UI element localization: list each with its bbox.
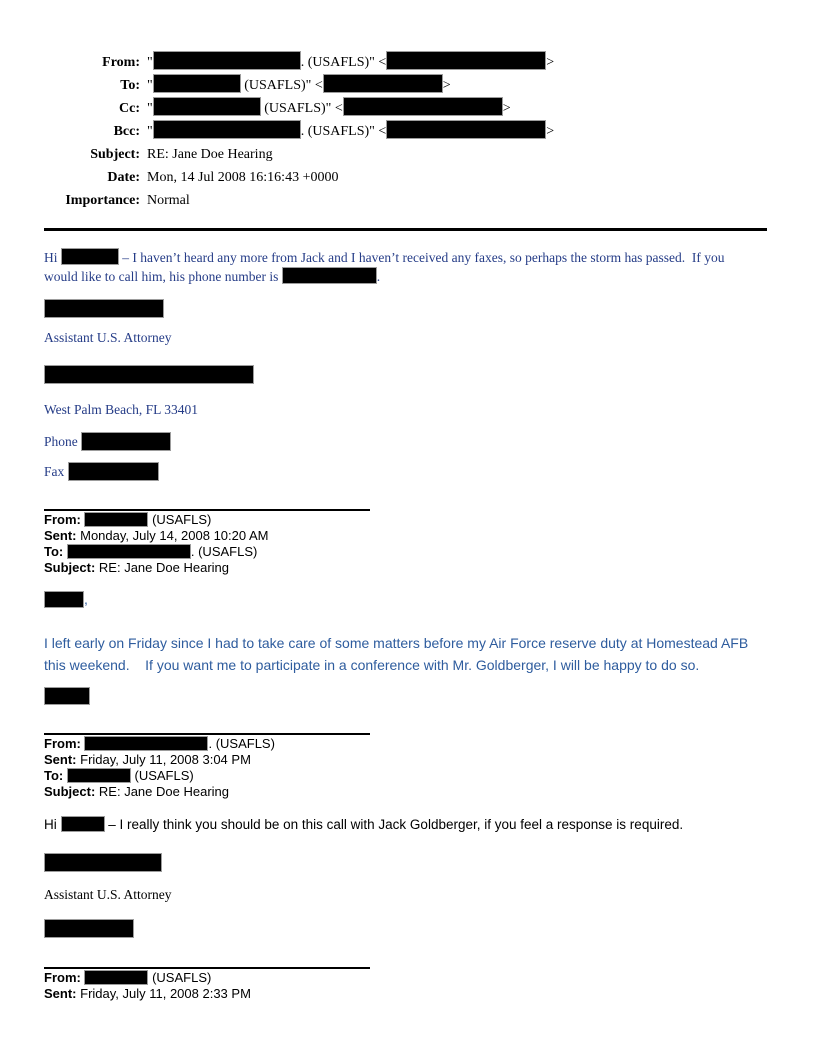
from-label: From: (44, 736, 81, 751)
quoted-body-1: I left early on Friday since I had to take care of some matters before my Air Force reserve duty at Homestead AFB this weekend. If you want me to participate in a conference with Mr. Goldberger, I will be happy to do so. (44, 635, 753, 673)
display-name-text: . (USAFLS)" < (300, 55, 387, 70)
quoted-to-row (44, 544, 774, 560)
body-text: – I really think you should be on this call with Jack Goldberger, if you feel a response is required. (108, 817, 684, 832)
salutation-comma: , (84, 591, 88, 607)
subject-value: RE: Jane Doe Hearing (98, 560, 229, 575)
redaction-bar (84, 512, 148, 527)
header-row-date (44, 166, 774, 189)
redaction-bar (343, 97, 503, 116)
display-name-text: (USAFLS)" < (260, 101, 343, 116)
bracket-text: > (546, 55, 555, 70)
redaction-bar (68, 462, 159, 481)
display-name-text: (USAFLS)" < (240, 78, 323, 93)
redaction-bar (44, 687, 90, 705)
from-label: From: (44, 970, 81, 985)
quoted-divider (44, 733, 370, 735)
redaction-bar (44, 365, 254, 384)
redaction-bar (386, 120, 546, 139)
to-label: To: (44, 768, 64, 783)
greeting-text: Hi (44, 817, 57, 832)
quoted-sent-row (44, 528, 774, 544)
to-label: To: (44, 544, 64, 559)
message-header (44, 51, 774, 212)
quoted-subject-row (44, 560, 774, 576)
from-label: From: (44, 512, 81, 527)
sent-value: Monday, July 14, 2008 10:20 AM (80, 528, 269, 543)
quoted-divider (44, 967, 370, 969)
header-row-cc (44, 97, 774, 120)
quoted-to-row (44, 768, 774, 784)
from-value (147, 51, 554, 74)
importance-label: Importance: (65, 193, 140, 208)
date-label: Date: (107, 170, 140, 185)
quoted-from-row (44, 736, 774, 752)
header-row-to (44, 74, 774, 97)
redaction-bar (81, 432, 171, 451)
sent-label: Sent: (44, 752, 77, 767)
redaction-bar (44, 591, 84, 608)
bcc-value (147, 120, 554, 143)
header-row-importance (44, 189, 774, 212)
bcc-label: Bcc: (113, 124, 140, 139)
subject-label: Subject: (44, 560, 96, 575)
redaction-bar (84, 736, 208, 751)
header-row-bcc (44, 120, 774, 143)
from-suffix: (USAFLS) (152, 512, 212, 527)
subject-label: Subject: (44, 784, 96, 799)
subject-value: RE: Jane Doe Hearing (98, 784, 229, 799)
quoted-divider (44, 509, 370, 511)
to-suffix: (USAFLS) (134, 768, 194, 783)
signature-title: Assistant U.S. Attorney (44, 330, 172, 345)
cc-value (147, 97, 511, 120)
redaction-bar (153, 51, 301, 70)
bracket-text: > (546, 124, 555, 139)
from-suffix: . (USAFLS) (208, 736, 275, 751)
body-text-end: . (376, 269, 381, 284)
phone-label: Phone (44, 434, 78, 449)
quoted-header-2 (44, 736, 774, 800)
redaction-bar (84, 970, 148, 985)
quoted-header-1 (44, 512, 774, 576)
signature-city: West Palm Beach, FL 33401 (44, 402, 199, 417)
header-row-from (44, 51, 774, 74)
quoted-sent-row (44, 752, 774, 768)
redaction-bar (44, 853, 162, 872)
redaction-bar (153, 97, 261, 116)
message-body (44, 248, 744, 286)
to-label: To: (120, 78, 140, 93)
subject-label: Subject: (90, 147, 140, 162)
bracket-text: > (442, 78, 451, 93)
body-text: – I haven’t heard any more from Jack and I haven’t received any faxes, so perhaps the storm has passed. If you would like to call him, his phone number is (44, 250, 728, 284)
redaction-bar (44, 919, 134, 938)
sent-label: Sent: (44, 528, 77, 543)
cc-label: Cc: (119, 101, 140, 116)
bracket-text: > (502, 101, 511, 116)
signature-fax-row (44, 462, 774, 481)
to-value (147, 74, 451, 97)
sent-value: Friday, July 11, 2008 3:04 PM (80, 752, 251, 767)
redaction-bar (386, 51, 546, 70)
date-value: Mon, 14 Jul 2008 16:16:43 +0000 (147, 170, 339, 185)
quoted-from-row (44, 970, 774, 986)
sent-value: Friday, July 11, 2008 2:33 PM (80, 986, 251, 1001)
display-name-text: . (USAFLS)" < (300, 124, 387, 139)
quote-text: " (147, 101, 153, 116)
redaction-bar (282, 267, 377, 284)
from-suffix: (USAFLS) (152, 970, 212, 985)
signature-title: Assistant U.S. Attorney (44, 887, 172, 902)
redaction-bar (61, 816, 105, 832)
from-label: From: (102, 55, 140, 70)
redaction-bar (67, 544, 191, 559)
redaction-bar (153, 120, 301, 139)
redaction-bar (61, 248, 119, 265)
salutation-row (44, 590, 774, 609)
redaction-bar (44, 299, 164, 318)
subject-value: RE: Jane Doe Hearing (147, 147, 273, 162)
importance-value: Normal (147, 193, 190, 208)
quoted-body-2 (44, 816, 770, 834)
redaction-bar (153, 74, 241, 93)
quote-text: " (147, 124, 153, 139)
sent-label: Sent: (44, 986, 77, 1001)
to-suffix: . (USAFLS) (190, 544, 258, 559)
quote-text: " (147, 55, 153, 70)
header-divider-rule (44, 228, 767, 231)
redaction-bar (67, 768, 131, 783)
quoted-subject-row (44, 784, 774, 800)
quoted-from-row (44, 512, 774, 528)
fax-label: Fax (44, 464, 65, 479)
signature-phone-row (44, 432, 774, 451)
greeting-text: Hi (44, 250, 58, 265)
header-row-subject (44, 143, 774, 166)
quoted-sent-row (44, 986, 774, 1002)
redaction-bar (323, 74, 443, 93)
quoted-header-3 (44, 970, 774, 1002)
quote-text: " (147, 78, 153, 93)
